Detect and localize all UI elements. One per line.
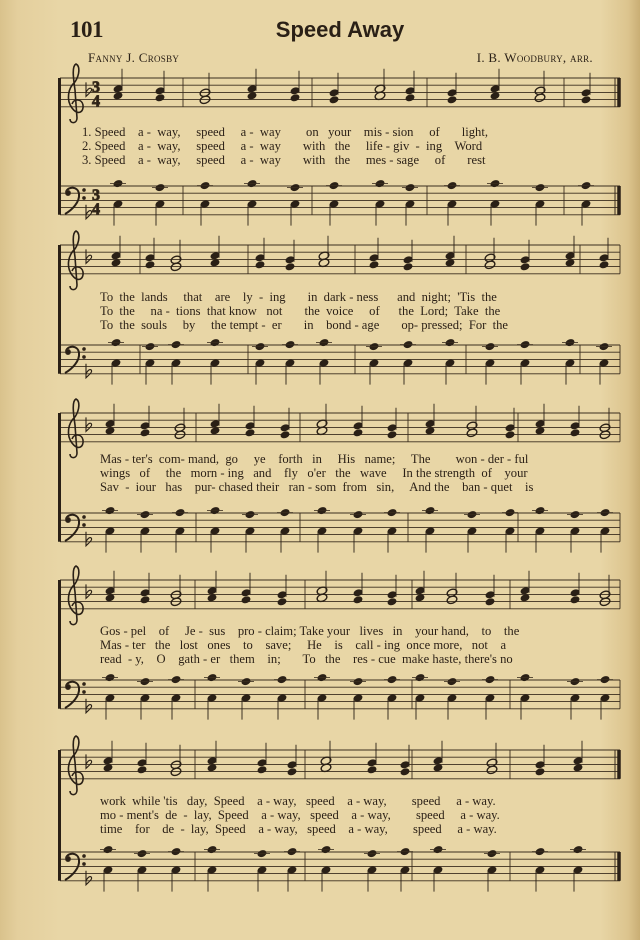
lyric-verse-1: 1. Speed a - way, speed a - way on your mis - sion of light,	[82, 125, 488, 139]
chord	[597, 408, 613, 553]
lyric-verse-3: To the souls by the tempt - er in bond - age op- pressed; For the	[100, 318, 508, 332]
lyric-verse-2: Mas - ter the lost ones to save; He is call - ing once more, not a	[100, 638, 507, 652]
lyric-verse-2: mo - ment's de - lay, Speed a - way, speed a - way, speed a - way.	[100, 808, 500, 822]
lyric-verse-2: To the na - tions that know not the voice of the Lord; Take the	[100, 304, 501, 318]
chord	[578, 73, 594, 226]
lyric-verse-1: work while 'tis day, Speed a - way, speed a - way, speed a - way.	[100, 794, 496, 808]
lyric-verse-3: time for de - lay, Speed a - way, speed a - way, speed a - way.	[100, 822, 497, 836]
chord	[517, 240, 533, 385]
chord	[532, 404, 548, 553]
lyric-verse-3: Sav - iour has pur- chased their ran - som from sin, And the ban - quet is	[100, 480, 534, 494]
lyric-verse-2: 2. Speed a - way, speed a - way with the life - giv - ing Word	[82, 139, 483, 153]
svg-text:3: 3	[92, 79, 100, 96]
lyric-verse-2: wings of the morn - ing and fly o'er the wave In the strength of your	[100, 466, 528, 480]
chord	[570, 741, 586, 892]
chord	[597, 575, 613, 720]
chord	[532, 71, 548, 226]
svg-text:4: 4	[92, 201, 100, 218]
hymn-number: 101	[70, 17, 103, 42]
composer-credit: I. B. Woodbury, arr.	[476, 50, 593, 65]
chord	[562, 236, 578, 385]
svg-text:4: 4	[92, 93, 100, 110]
lyric-verse-1: Mas - ter's com- mand, go ye forth in His name; The won - der - ful	[100, 452, 529, 466]
svg-text:3: 3	[92, 187, 100, 204]
hymn-title: Speed Away	[275, 17, 405, 42]
lyric-verse-3: read - y, O gath - er them in; To the res - cue make haste, there's no	[100, 652, 513, 666]
lyric-verse-3: 3. Speed a - way, speed a - way with the mes - sage of rest	[82, 153, 486, 167]
author-credit: Fanny J. Crosby	[88, 50, 180, 65]
chord	[532, 745, 548, 892]
lyric-verse-1: Gos - pel of Je - sus pro - claim; Take your lives in your hand, to the	[100, 624, 520, 638]
lyric-verse-1: To the lands that are ly - ing in dark - ness and night; 'Tis the	[100, 290, 497, 304]
chord	[517, 571, 533, 720]
